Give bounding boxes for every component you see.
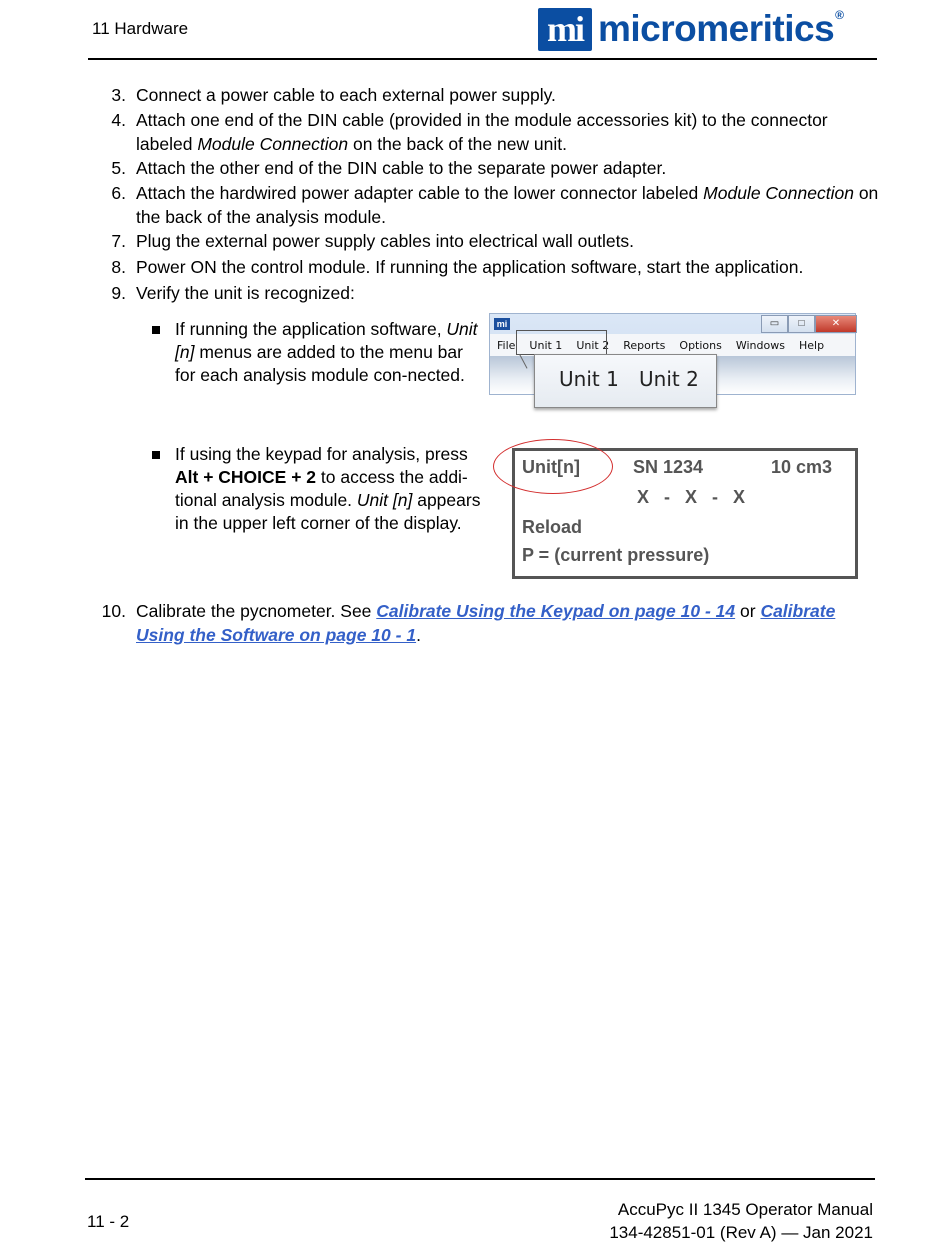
menu-reports: Reports [623,338,666,352]
module-connection-emphasis: Module Connection [197,133,349,154]
bullet-text-part: If using the keypad for analysis, press [175,444,468,464]
step-number: 9. [111,283,126,303]
bullet-text-part: menus are added to the menu bar for each analysis module con-nected. [175,342,465,385]
step-text: Power ON the control module. If running the application software, start the application. [136,257,804,277]
step-number: 5. [111,158,126,178]
bullet-text [175,318,485,387]
step-text-part: Attach one end of the DIN cable (provided in the module accessories kit) to the connector labeled [136,110,828,154]
step-number: 8. [111,257,126,277]
display-pattern: X - X - X [637,487,746,507]
bullet-text-part: to access the addi-tional analysis module. [175,467,468,510]
step-text-part: or [735,601,761,621]
close-icon: ✕ [815,315,857,333]
menu-options: Options [679,338,722,352]
display-volume: 10 cm3 [771,457,833,477]
maximize-icon: □ [788,315,815,333]
step-number: 10. [101,601,126,621]
bullet-text [175,443,485,535]
menu-windows: Windows [735,338,785,352]
menu-help: Help [798,338,825,352]
highlight-circle [493,439,613,494]
step-number: 6. [111,183,126,203]
step-number: 4. [111,110,126,130]
step-text: Verify the unit is recognized: [136,283,355,303]
step-number: 7. [111,231,126,251]
display-unit: Unit[n] [522,457,580,477]
link-calibrate-software[interactable]: Calibrate Using the Software on page 10 - 1 [136,601,836,645]
micromeritics-logo [538,6,844,52]
unit-n-emphasis: Unit [n] [175,319,478,362]
step-text-part: on the back of the new unit. [348,133,568,154]
app-icon: mi [494,318,510,330]
menu-file: File [497,338,516,352]
key-combo: Alt + CHOICE + 2 [175,467,317,487]
step-text-part: on the back of the analysis module. [136,183,879,227]
page-number: 11 - 2 [87,1212,130,1231]
bullet-text-part: If running the application software, [175,319,447,339]
zoom-highlight-frame [516,330,607,355]
step-text-part: Attach the hardwired power adapter cable to the lower connector labeled [136,183,704,203]
window-controls [761,315,857,333]
registered-mark: ® [835,8,844,22]
manual-title: AccuPyc II 1345 Operator Manual [617,1200,873,1219]
zoom-unit-2: Unit 2 [639,367,699,391]
display-reload: Reload [522,517,583,537]
zoom-unit-1: Unit 1 [559,367,619,391]
step-text [136,182,881,229]
bullet-text-part: appears in the upper left corner of the display. [175,490,481,533]
menu-unit-1: Unit 1 [529,338,563,352]
header-divider [88,58,877,60]
step-text: Connect a power cable to each external power supply. [136,85,556,105]
step-text [136,600,881,647]
footer-divider [85,1178,875,1180]
bullet-square-icon [152,451,160,459]
step-text [136,109,881,156]
menu-unit-2: Unit 2 [576,338,610,352]
zoom-callout [534,354,717,408]
brand-name: micromeritics [598,8,835,49]
module-connection-emphasis: Module Connection [703,183,854,203]
step-text-part: . [416,624,421,645]
document-number: 134-42851-01 (Rev A) — Jan 2021 [609,1223,873,1242]
step-text: Attach the other end of the DIN cable to the separate power adapter. [136,158,667,178]
step-text: Plug the external power supply cables into electrical wall outlets. [136,231,635,251]
display-serial: SN 1234 [633,457,704,477]
step-text-part: Calibrate the pycnometer. See [136,601,377,621]
display-pressure: P = (current pressure) [522,545,710,565]
link-calibrate-keypad[interactable]: Calibrate Using the Keypad on page 10 - 14 [376,601,736,621]
step-number: 3. [111,85,126,105]
section-title: 11 Hardware [92,19,189,38]
logo-mark-icon: mi [538,8,592,51]
unit-n-emphasis: Unit [n] [356,490,413,510]
bullet-square-icon [152,326,160,334]
logo-wordmark [598,8,844,50]
minimize-icon: ▭ [761,315,788,333]
footer-doc-info [609,1198,873,1244]
